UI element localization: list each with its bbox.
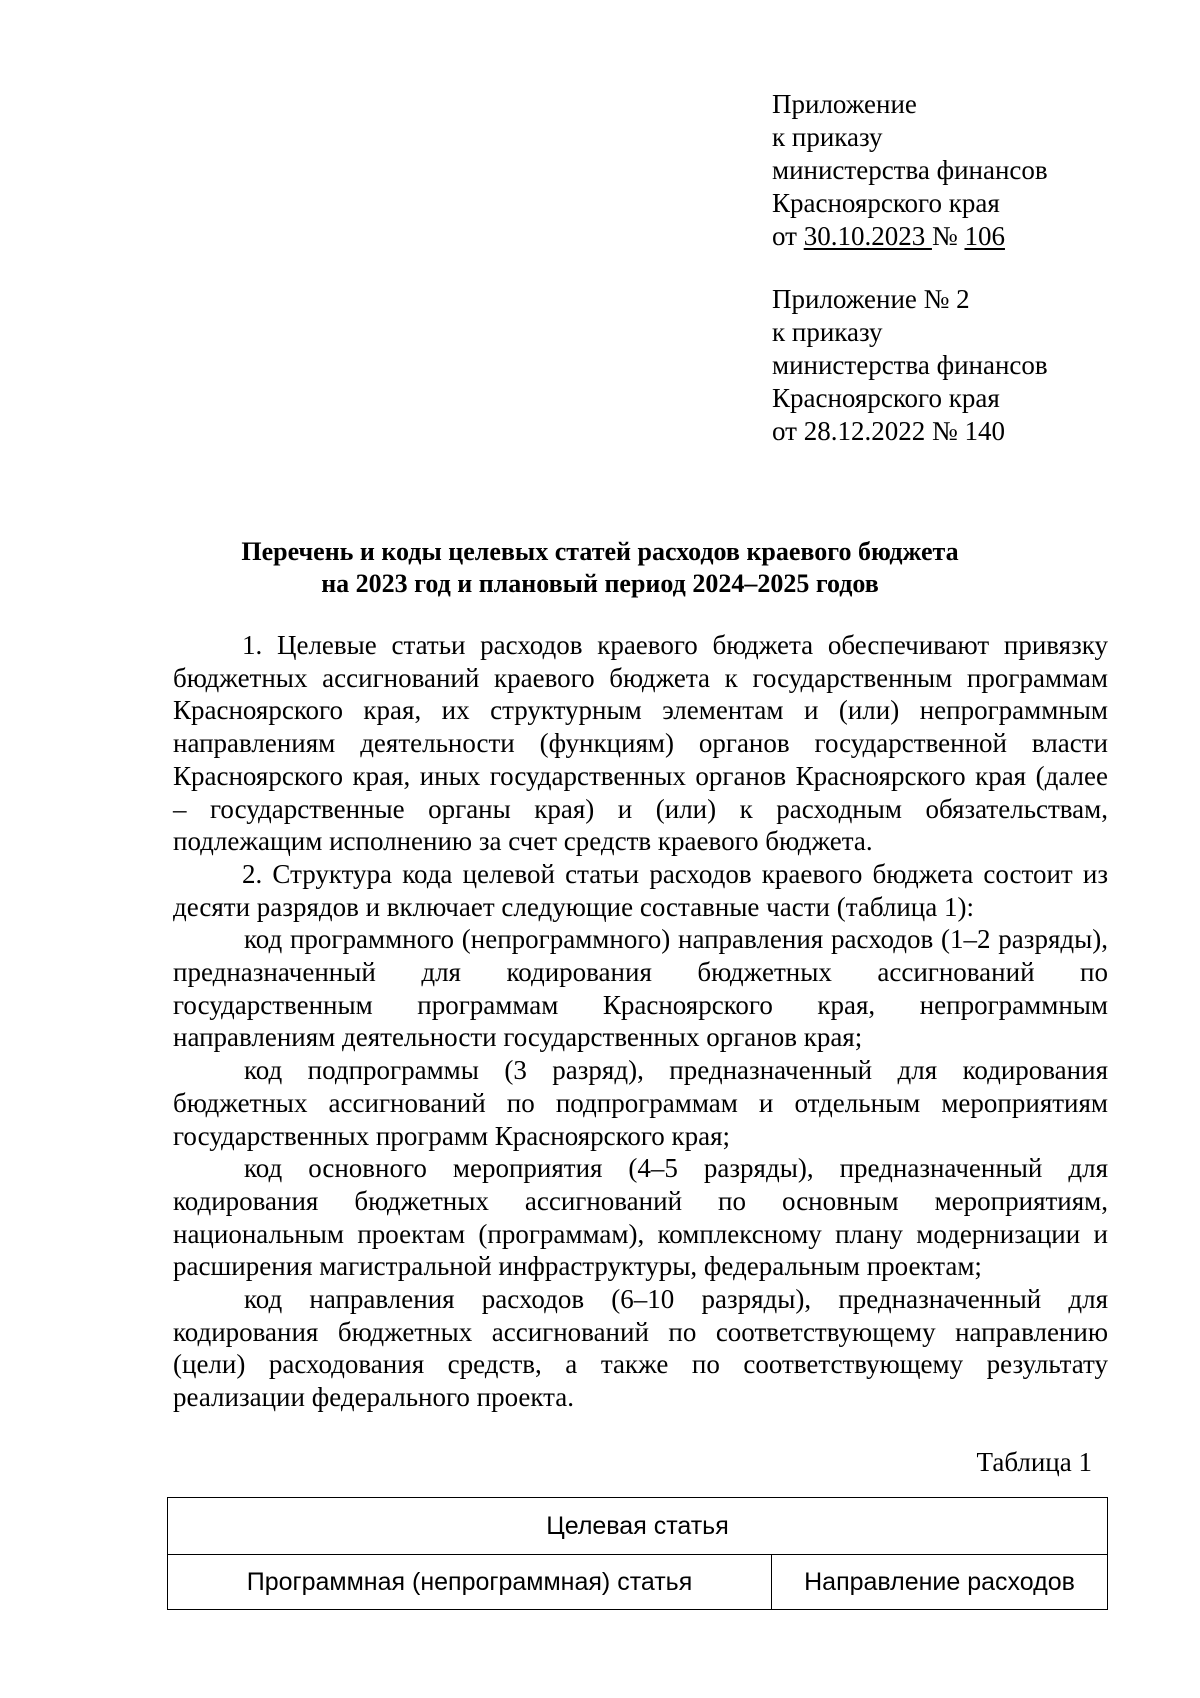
paragraph-subprogram-code: код подпрограммы (3 разряд), предназначенный для кодирования бюджетных ассигнований по подпрограммам и отдельным мероприятиям государственных программ Красноярского края; [173, 1055, 1108, 1151]
appendix-current-line3: министерства финансов [772, 155, 1048, 185]
table-row [168, 1498, 1108, 1555]
order-date: 30.10.2023 [803, 221, 932, 251]
document-body [173, 629, 1108, 1414]
paragraph-main-activity-code: код основного мероприятия (4–5 разряды), предназначенный для кодирования бюджетных ассигнований по основным мероприятиям, национальным проектам (программам), комплексному плану модернизации и расширения магистральной инфраструктуры, федеральным проектам; [173, 1153, 1108, 1282]
appendix-amended-line4: Красноярского края [772, 383, 1000, 413]
appendix-current-line4: Красноярского края [772, 188, 1000, 218]
paragraph-program-code: код программного (непрограммного) направления расходов (1–2 разряды), предназначенный для кодирования бюджетных ассигнований по государственным программам Красноярского края, непрограммным направлениям деятельности государственных органов края; [173, 924, 1108, 1053]
document-title-line1: Перечень и коды целевых статей расходов краевого бюджета [241, 537, 959, 566]
number-prefix: № [931, 221, 965, 251]
table-label: Таблица 1 [976, 1447, 1092, 1477]
document-title [140, 536, 1060, 600]
codes-table [167, 1497, 1108, 1610]
appendix-amended-title: Приложение № 2 [772, 284, 970, 314]
appendix-current-line2: к приказу [772, 122, 883, 152]
table-header-program-article: Программная (непрограммная) статья [168, 1555, 772, 1610]
paragraph-direction-code: код направления расходов (6–10 разряды), предназначенный для кодирования бюджетных ассигнований по соответствующему направлению (цели) расходования средств, а также по соответствующему результату реализации федерального проекта. [173, 1284, 1108, 1413]
appendix-amended-date-line: от 28.12.2022 № 140 [772, 416, 1005, 446]
appendix-amended-header [772, 283, 1048, 448]
appendix-current-date-line [772, 220, 1048, 253]
appendix-amended-line2: к приказу [772, 317, 883, 347]
paragraph-1: 1. Целевые статьи расходов краевого бюджета обеспечивают привязку бюджетных ассигнований краевого бюджета к государственным программам Красноярского края, их структурным элементам и (или) непрограммным направлениям деятельности (функциям) органов государственной власти Красноярского края, иных государственных органов Красноярского края (далее – государственные органы края) и (или) к расходным обязательствам, подлежащим исполнению за счет средств краевого бюджета. [173, 630, 1108, 857]
table-header-expense-direction: Направление расходов [772, 1555, 1108, 1610]
date-prefix: от [772, 221, 804, 251]
codes-table-wrap [167, 1497, 1108, 1610]
order-number: 106 [964, 221, 1005, 251]
appendix-current-header [772, 88, 1048, 253]
paragraph-2: 2. Структура кода целевой статьи расходов краевого бюджета состоит из десяти разрядов и включает следующие составные части (таблица 1): [173, 858, 1108, 922]
table-row [168, 1555, 1108, 1610]
document-title-line2: на 2023 год и плановый период 2024–2025 годов [321, 569, 879, 598]
appendix-amended-line3: министерства финансов [772, 350, 1048, 380]
appendix-current-title: Приложение [772, 89, 917, 119]
table-header-target-article: Целевая статья [168, 1498, 1108, 1555]
